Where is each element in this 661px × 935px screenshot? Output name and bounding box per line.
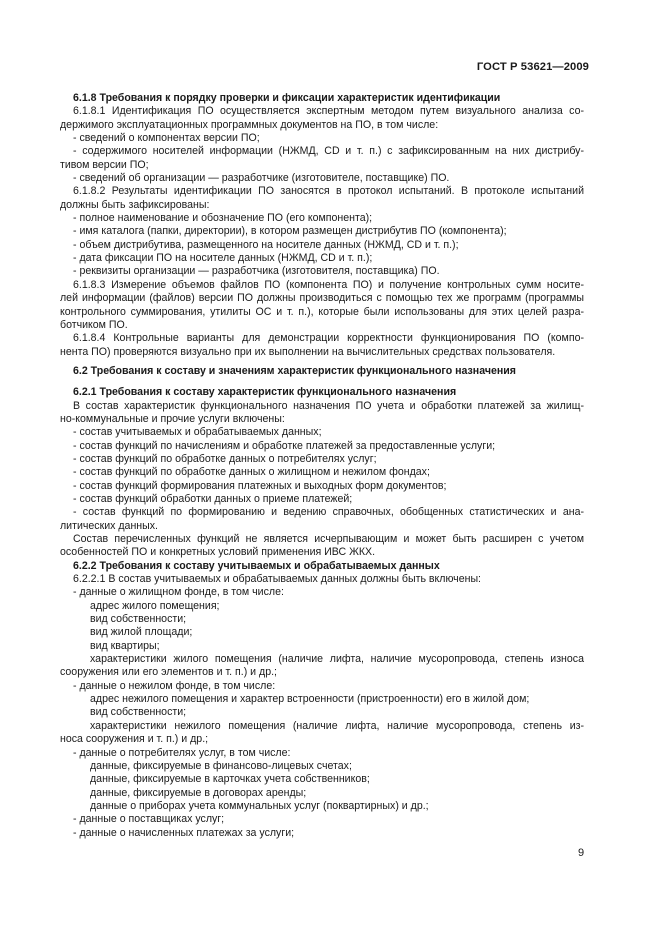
list-item: - состав функций по обработке данных о потребителях услуг; — [73, 452, 377, 465]
list-item: - состав функций по обработке данных о жилищном и нежилом фондах; — [73, 466, 430, 479]
paragraph-line: но-коммунальные и прочие услуги включены: — [60, 412, 285, 425]
paragraph-line: держимого эксплуатационных программных документов на ПО, в том числе: — [60, 118, 439, 131]
paragraph-line: контрольного суммирования, утилиты ОС и т. п.), которые были использованы для этих целей разра- — [60, 305, 584, 318]
page-number: 9 — [578, 847, 585, 859]
sub-list-item: адрес нежилого помещения и характер встроенности (пристроенности) его в жилой дом; — [90, 693, 530, 706]
sub-list-item: вид собственности; — [90, 613, 187, 626]
paragraph-line: должны быть зафиксированы: — [60, 198, 210, 211]
paragraph-line: 6.1.8.2 Результаты идентификации ПО заносятся в протокол испытаний. В протоколе испытаний — [73, 185, 584, 198]
list-item: - реквизиты организации — разработчика (изготовителя, поставщика) ПО. — [73, 265, 440, 278]
list-item: - сведений об организации — разработчике (изготовителе, поставщике) ПО. — [73, 172, 450, 185]
sub-list-item: вид квартиры; — [90, 639, 160, 652]
section-heading-6-1-8: 6.1.8 Требования к порядку проверки и фиксации характеристик идентификации — [73, 92, 501, 104]
standard-header: ГОСТ Р 53621—2009 — [476, 61, 589, 73]
list-item: - полное наименование и обозначение ПО (его компонента); — [73, 212, 373, 225]
paragraph-line: Состав перечисленных функций не является исчерпывающим и может быть расширен с учетом — [73, 533, 584, 545]
sub-list-item: данные о приборах учета коммунальных услуг (поквартирных) и др.; — [90, 799, 429, 812]
paragraph-line: тивом версии ПО; — [60, 158, 149, 171]
sub-list-item: характеристики жилого помещения (наличие лифта, наличие мусоропровода, степень износа — [90, 653, 584, 666]
paragraph-line: 6.1.8.4 Контрольные варианты для демонстрации корректности функционирования ПО (компо- — [73, 332, 584, 345]
sub-list-item: адрес жилого помещения; — [90, 599, 220, 612]
section-heading-6-2: 6.2 Требования к составу и значениям характеристик функционального назначения — [73, 364, 516, 377]
list-item: - данные о нежилом фонде, в том числе: — [73, 679, 276, 692]
list-item: - состав учитываемых и обрабатываемых данных; — [73, 426, 322, 439]
sub-list-item: характеристики нежилого помещения (наличие лифта, наличие мусоропровода, степень из- — [90, 719, 584, 732]
list-item: - данные о потребителях услуг, в том числе: — [73, 746, 291, 759]
paragraph-line: литических данных. — [60, 519, 158, 532]
sub-list-item: данные, фиксируемые в договорах аренды; — [90, 786, 307, 799]
paragraph-line: лей информации (файлов) версии ПО должны производиться с помощью тех же программ (программы — [60, 292, 584, 305]
paragraph-line: 6.2.2.1 В состав учитываемых и обрабатываемых данных должны быть включены: — [73, 573, 481, 586]
document-body — [60, 92, 584, 840]
list-item: - имя каталога (папки, директории), в котором размещен дистрибутив ПО (компонента); — [73, 225, 507, 238]
list-item: - данные о начисленных платежах за услуги; — [73, 826, 295, 839]
paragraph-line: особенностей ПО и конкретных условий применения ИВС ЖКХ. — [60, 546, 376, 559]
sub-list-item: данные, фиксируемые в карточках учета собственников; — [90, 773, 370, 786]
list-item: - состав функций обработки данных о приеме платежей; — [73, 492, 353, 505]
paragraph-line: носа сооружения и т. п.) и др.; — [60, 733, 209, 746]
list-item: - состав функций по начислениям и обработке платежей за предоставленные услуги; — [73, 439, 496, 452]
section-heading-6-2-1: 6.2.1 Требования к составу характеристик функционального назначения — [73, 386, 457, 399]
list-item: - состав функций формирования платежных и выходных форм документов; — [73, 479, 447, 492]
paragraph-line: В состав характеристик функционального назначения ПО учета и обработки платежей за жилищ- — [73, 399, 584, 412]
list-item: - данные о поставщиках услуг; — [73, 813, 225, 826]
list-item: - дата фиксации ПО на носителе данных (НЖМД, CD и т. п.); — [73, 252, 373, 265]
list-item: - содержимого носителей информации (НЖМД, CD и т. п.) с зафиксированным на них дистрибу- — [73, 145, 584, 158]
paragraph-line: ботчиком ПО. — [60, 318, 128, 331]
section-heading-6-2-2: 6.2.2 Требования к составу учитываемых и обрабатываемых данных — [73, 559, 440, 572]
paragraph-line: 6.1.8.3 Измерение объемов файлов ПО (компонента ПО) и получение контрольных сумм носите- — [73, 278, 584, 291]
list-item: - объем дистрибутива, размещенного на носителе данных (НЖМД, CD и т. п.); — [73, 238, 459, 251]
sub-list-item: вид собственности; — [90, 706, 187, 719]
list-item: - состав функций по формированию и ведению справочных, обобщенных статистических и ана- — [73, 506, 584, 519]
list-item: - сведений о компонентах версии ПО; — [73, 132, 260, 145]
paragraph-line: нента ПО) проверяются визуально при их выполнении на вычислительных средствах пользователя. — [60, 345, 556, 358]
list-item: - данные о жилищном фонде, в том числе: — [73, 586, 284, 599]
sub-list-item: данные, фиксируемые в финансово-лицевых счетах; — [90, 759, 352, 772]
paragraph-line: 6.1.8.1 Идентификация ПО осуществляется экспертным методом путем визуального анализа со- — [73, 105, 584, 118]
sub-list-item: вид жилой площади; — [90, 626, 193, 639]
paragraph-line: сооружения или его элементов и т. п.) и др.; — [60, 666, 277, 679]
